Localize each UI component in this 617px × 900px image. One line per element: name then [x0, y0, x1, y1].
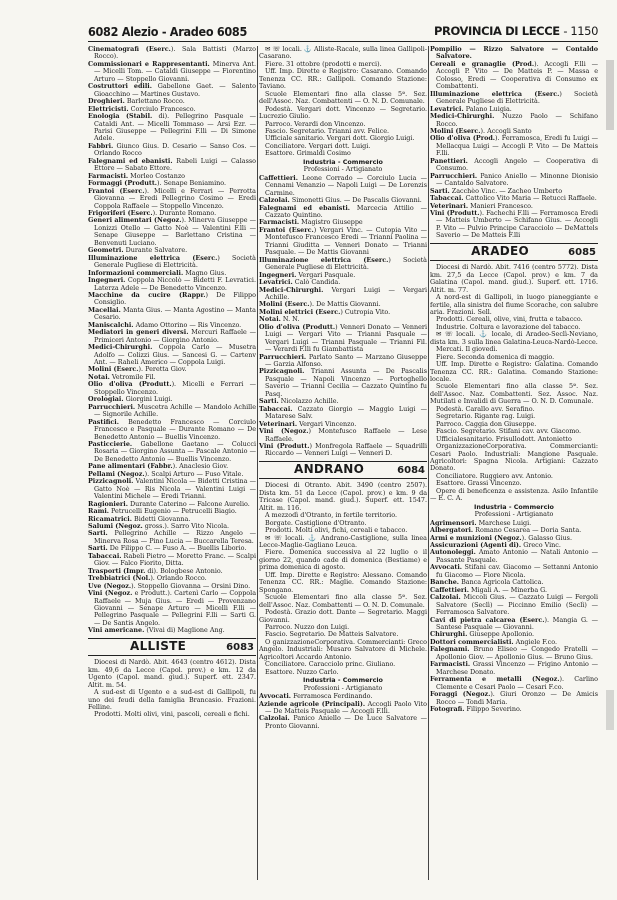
- entry-category: Molini (Eserc.: [430, 126, 481, 135]
- directory-entry: Illuminazione elettrica (Eserc.) Società Generale Pugliese di Elettricità.: [259, 255, 427, 272]
- town-code: 6083: [226, 641, 254, 653]
- directory-entry: Avvocati. Stifani cav. Giacomo — Settanni Antonio fu Giacomo — Fiore Nicola.: [430, 563, 598, 579]
- entry-category: Parrucchieri.: [88, 402, 136, 411]
- entry-category: Pizzicagnoli.: [259, 367, 305, 376]
- entry-category: Pane alimentari (Fabbr.: [88, 462, 173, 471]
- directory-entry: Parrucchieri. Parlato Santo — Marzano Giuseppe — Garzia Alfonso.: [259, 352, 427, 369]
- description-paragraph: Esattore. Grassi Vincenzo.: [436, 479, 522, 488]
- directory-entry: Veterinari. Vergari Vincenzo.: [259, 419, 357, 428]
- description-paragraph: Parroco. Caggia don Giuseppe.: [436, 419, 537, 428]
- directory-entry: Assicurazioni (Agenti di). Greco Vinc.: [430, 541, 561, 549]
- directory-entry: Pane alimentari (Fabbr.). Anaclesio Giov.: [88, 462, 229, 471]
- directory-entry: Medici-Chirurghi. Nuzzo Paolo — Schifano Rocco.: [430, 112, 598, 128]
- directory-entry: Ingegneri. Coppola Niccolò — Bidetti F. Levratici. Laterza Adele — De Benedetto Vincenzo.: [88, 276, 256, 292]
- directory-entry: Macchine da cucire (Rappr.) De Filippo Consiglio.: [88, 290, 256, 307]
- directory-entry: Autonoleggi. Amato Antonio — Natali Antonio — Passante Pasquale.: [430, 548, 598, 564]
- entry-category: Molini elettrici (Eserc.: [259, 307, 341, 316]
- description-paragraph: Segretario. Rigante rag. Luigi.: [436, 412, 536, 421]
- entry-category: Tabaccai.: [88, 551, 122, 560]
- directory-entry: Informazioni commerciali. Magno Gius.: [88, 268, 227, 277]
- entry-category: Formaggi (Produtt.: [88, 179, 158, 188]
- description-paragraph: A mezzodì d'Otranto, in fertile territorio.: [265, 511, 397, 520]
- entry-category: Notai.: [259, 315, 281, 324]
- description-paragraph: Fiere. 31 ottobre (prodotti e merci).: [265, 59, 382, 68]
- directory-entry: Pizzicagnoli. Trianni Assunta — De Pascalis Pasquale — Napoli Vincenzo — Portoghello Saverio — Trianni Cecilia — Cazzato Quintino fu Pasq.: [259, 367, 427, 398]
- directory-entry: Cinematografi (Eserc.). Sala Battisti (Marzo Rocco).: [88, 45, 257, 61]
- entry-category: Levatrici.: [430, 104, 464, 113]
- entry-category: Tabaccai.: [430, 194, 464, 203]
- directory-entry: Trasporti (Impr. di). Bologbese Antonio.: [88, 566, 223, 575]
- directory-entry: Farmacisti. Morleo Costanzo: [88, 171, 186, 180]
- description-paragraph: Borgate. Castiglione d'Otranto.: [265, 518, 367, 527]
- entry-category: Armi e munizioni (Negoz.: [430, 533, 522, 542]
- directory-entry: Tabaccai. Cattolico Vito Maria — Retucci Raffaele.: [430, 194, 597, 203]
- entry-category: Pompilio — Rizzo Salvatore — Contaldo Salvatore.: [430, 45, 598, 61]
- directory-entry: Levatrici. Palano Luigia.: [430, 104, 512, 113]
- description-paragraph: Scuole Elementari fino alla classe 5ª. Sez. dell'Assoc. Naz. Combattenti — O. N. D. Comunale.: [259, 89, 427, 106]
- directory-entry: Pizzicagnoli. Valentini Nicola — Bidetti Cristina — Gatto Noè — Ris Nicola — Valentini Luigi — Valentini Michele — Eredi Trianni.: [88, 477, 256, 501]
- directory-entry: Pastifici. Benedetto Francesco — Corciulo Francesco e Pasquale — Durante Romano — De Benedetto Antonio — Buellis Vincenzo.: [88, 417, 256, 441]
- directory-entry: Albergatori. Romano Cesarea — Doria Santa.: [430, 526, 582, 535]
- entry-category: Medici-Chirurghi.: [430, 112, 495, 121]
- entry-category: Pastifici.: [88, 417, 119, 426]
- description-paragraph: Conciliatore. Ruggiero avv. Antonio.: [436, 471, 553, 480]
- town-name: ANDRANO: [293, 461, 365, 476]
- column-divider: [428, 46, 429, 880]
- description-paragraph: Uff. Imp. Dirette e Registro: Galatina. Comando Tenenza CC. RR.: Galatina. Comando Stazione: locale.: [430, 360, 598, 384]
- entry-category: Droghieri.: [88, 97, 125, 106]
- description-paragraph: Parroco. Nuzzo don Luigi.: [265, 622, 350, 631]
- entry-category: Parrucchieri.: [259, 352, 307, 361]
- directory-entry: Molini (Eserc.). Peretta Giov.: [88, 365, 187, 374]
- directory-entry: Aziende agricole (Principali). Accogli Paolo Vito — De Matteis Pasquale — Accogli F.lli.: [259, 699, 427, 715]
- entry-category: Calzolai.: [259, 714, 290, 723]
- scan-edge-mark: [606, 60, 614, 130]
- entry-category: Fotografi.: [430, 704, 465, 713]
- entry-category: Macchine da cucire (Rappr.: [88, 290, 206, 299]
- entry-category: Illuminazione elettrica (Eserc.: [88, 253, 218, 262]
- description-paragraph: Fiere. Seconda domenica di maggio.: [436, 352, 555, 361]
- description-paragraph: A sud-est di Ugento e a sud-est di Gallipoli, fu uno dei feudi della famiglia Brancasio. Frazioni. Felline.: [88, 688, 256, 711]
- entry-category: Uve (Negoz.: [88, 581, 132, 590]
- description-paragraph: Diocesi di Otranto. Abit. 3490 (centro 2507). Dista km. 51 da Lecce (Capol. prov.) e km. 9 da Tricase (Capol. mand. giud.). Superf. ett. 1547. Altit. m. 116.: [259, 481, 427, 512]
- directory-entry: Olio d'oliva (Prod.). Ferramosca, Eredi fu Luigi — Mellacqua Luigi — Accogli P. Vito — De Matteis F.lli.: [430, 134, 599, 158]
- entry-category: Elettricisti.: [88, 104, 129, 113]
- scan-edge-mark: [606, 690, 614, 730]
- entry-category: Frantoi (Eserc.: [88, 186, 145, 195]
- directory-entry: Vini (Produtt.) Monfregola Raffaele — Squadrilli Riccardo — Venneri Luigi — Venneri D.: [259, 442, 427, 458]
- description-paragraph: Conciliatore. Vergari dott. Luigi.: [265, 141, 371, 150]
- description-paragraph: Podestà. Vergari dott. Vincenzo — Segretario. Lucrezio Giulio.: [259, 104, 427, 121]
- entry-category: Costruttori edili.: [88, 82, 152, 91]
- section-subheading: Professioni - Artigianato: [303, 683, 383, 692]
- column-1: [88, 46, 256, 719]
- entry-category: Falegnami ed ebanisti.: [259, 203, 350, 212]
- entry-category: Enologia (Stabil.: [88, 112, 153, 121]
- description-paragraph: Fiere. Domenica successiva al 22 luglio o il giorno 22, quando cade di domenica (Bestiame) e prima domenica di agosto.: [259, 548, 427, 572]
- directory-entry: Parrucchieri. Panico Aniello — Minonne Dionisio — Cantaldo Salvatore.: [430, 171, 598, 188]
- entry-category: Medici-Chirurghi.: [259, 285, 324, 294]
- directory-entry: Farmacisti. Grassi Vincenzo — Frigino Antonio — Marchese Donato.: [430, 660, 598, 676]
- directory-entry: Tabaccai. Cazzato Giorgio — Maggio Luigi — Matarese Salv.: [259, 404, 427, 421]
- directory-entry: Sarti. Nicolazzo Achille.: [259, 397, 339, 406]
- directory-entry: Commissionari e Rappresentanti. Minerva Ant. — Micelli Tom. — Cataldi Giuseppe — Fiorentino Arturo — Stoppello Giovanni.: [88, 59, 257, 83]
- column-divider: [257, 46, 258, 880]
- entry-category: Frigoriferi (Eserc.: [88, 208, 153, 217]
- directory-entry: Ingegneri. Vergari Pasquale.: [259, 270, 356, 279]
- directory-entry: Fotografi. Filippo Severino.: [430, 704, 522, 713]
- town-name: ARADEO: [471, 243, 530, 258]
- entry-list: [259, 175, 427, 458]
- description-paragraph: Prodotti. Cereali, olive, vini, frutta e tabacco.: [436, 315, 583, 324]
- entry-category: Albergatori.: [430, 526, 474, 535]
- directory-entry: Farmacisti. Magistro Giuseppe: [259, 218, 363, 227]
- directory-entry: Vini (Negoz. e Produtt.). Cartenì Carlo — Coppola Raffaele — Muja Gius. — Eredi — Provenzano Giovanni — Senape Arturo — Micelli F.lli — Pellegrino Pasquale — Pellegrini F.lli — Sarti G. — De Santis Angelo.: [88, 589, 257, 627]
- directory-entry: Generi alimentari (Negoz.). Minerva Giuseppe — Lonizzi Otello — Gatto Noè — Valentini F.lli — Senape Giuseppe — Barlettano Cristina — Benvenuti Luciano.: [88, 216, 257, 247]
- entry-category: Vini americane.: [88, 626, 145, 635]
- description-paragraph: ✉ ☏ locali. ⚓ locale, di Aradeo-Seclì-Neviano, dista km. 3 sulla linea Galatina-Leuca-Nardò-Lecce.: [430, 330, 598, 346]
- directory-entry: Levatrici. Calò Candida.: [259, 278, 341, 287]
- entry-category: Fabbri.: [88, 141, 114, 150]
- town-description: [88, 659, 256, 719]
- entry-category: Vini (Produtt.: [430, 208, 480, 217]
- entry-category: Farmacisti.: [430, 660, 471, 669]
- entry-category: Illuminazione elettrica (Eserc.: [430, 89, 560, 98]
- section-heading: Industria - Commercio: [303, 157, 383, 166]
- description-paragraph: Scuole Elementari fino alla classe 5ª. Sez. dell'Assoc. Naz. Combattenti — O. N. D. Comunale.: [259, 593, 427, 609]
- entry-category: Pasticcierie.: [88, 440, 133, 449]
- header-province: PROVINCIA DI LECCE: [433, 24, 560, 38]
- entry-category: Sarti.: [259, 397, 279, 406]
- directory-entry: Armi e munizioni (Negoz.). Galasso Gius.: [430, 533, 572, 542]
- description-paragraph: Fascio. Segretario. De Matteis Salvatore.: [265, 630, 399, 639]
- entry-category: Ingegneri.: [88, 276, 126, 285]
- directory-entry: Frantoi (Eserc.) Vergari Vinc. — Cutopia Vito — Montefusco Francesco Eredi — Trianni Paolina — Trianni Giuditta — Venneri Donato — Trianni Pasquale. — De Mattis Giovanni: [259, 225, 427, 257]
- entry-category: Orologiai.: [88, 395, 124, 404]
- entry-category: Caffettieri.: [430, 585, 469, 594]
- column-2: [259, 46, 427, 730]
- directory-entry: Costruttori edili. Gabellone Gaet. — Salento Gioacchino — Martines Gustavo.: [88, 82, 257, 98]
- entry-category: Avvocati.: [259, 692, 292, 701]
- directory-entry: Sarti. Zacchèo Vinc. — Zacheo Umberto: [430, 186, 563, 195]
- town-info: [259, 46, 427, 158]
- description-paragraph: Scuole Elementari fino alla classe 5ª. Sez. dell'Assoc. Naz. Combattenti. Sez. Assoc. Naz. Mutilati e Invalidi di Guerra — O. N. D. Comunale.: [430, 382, 598, 406]
- entry-category: Farmacisti.: [88, 171, 129, 180]
- description-paragraph: Fascio. Segretario. Stifani cav. avv. Giacomo.: [436, 427, 582, 436]
- town-name: ALLISTE: [129, 638, 187, 653]
- entry-category: Avvocati.: [430, 563, 463, 572]
- entry-category: Sarti.: [88, 544, 108, 553]
- entry-category: Maniscalchi.: [88, 320, 134, 329]
- entry-list: [259, 693, 427, 730]
- entry-category: Calzolai.: [259, 196, 290, 205]
- directory-entry: Macellai. Manta Gius. — Manta Agostino — Manta Cesario.: [88, 305, 256, 322]
- directory-entry: Salumi (Negoz. gross.). Sarro Vito Nicola.: [88, 522, 230, 530]
- directory-entry: Calzolai. Miccoli Gius. — Cazzato Luigi — Fergoli Salvatore (Seclì) — Piccinno Emilio (Seclì) — Ferramosca Salvatore.: [430, 593, 598, 617]
- entry-category: Panettieri.: [430, 156, 468, 165]
- directory-entry: Molini elettrici (Eserc.) Cutropia Vito.: [259, 307, 391, 316]
- description-paragraph: Esattore. Grimaldi Cosimo: [265, 149, 351, 158]
- directory-entry: Falegnami. Bruno Eliseo — Congedo Fratelli — Apollonio Giov. — Apollonio Gius. — Bruno Gius.: [430, 645, 598, 661]
- entry-category: Vini (Negoz.: [259, 427, 309, 436]
- directory-entry: Olio d'oliva (Produtt.). Micelli e Ferrari — Stoppello Vincenzo.: [88, 380, 256, 396]
- description-paragraph: Conciliatore. Caracciolo princ. Giuliano.: [265, 660, 396, 669]
- entry-category: Frantoi (Eserc.: [259, 225, 314, 234]
- entry-category: Agrimensori.: [430, 518, 477, 527]
- entry-category: Assicurazioni (Agenti di).: [430, 541, 522, 549]
- entry-category: Illuminazione elettrica (Eserc.: [259, 255, 389, 264]
- entry-category: Banche.: [430, 578, 460, 587]
- town-code: 6084: [397, 464, 425, 476]
- entry-category: Vini (Negoz.: [88, 589, 133, 598]
- directory-entry: Vini americane. (Vivai di) Maglione Ang.: [88, 626, 225, 635]
- description-paragraph: Uff. Imp. Dirette e Registro: Alessano. Comando Tenenza CC. RR.: Maglie. Comando Stazione: Spongano.: [259, 570, 427, 594]
- entry-category: Pizzicagnoli.: [88, 477, 134, 486]
- description-paragraph: Diocesi di Nardò. Abit. 7416 (centro 5772). Dista km. 27,5 da Lecce (Capol. prov.) e km. 7 da Galatina (Capol. mand. giud.). Superf. ett. 1716. Altit. m. 77.: [430, 263, 598, 294]
- entry-category: Veterinari.: [430, 201, 469, 210]
- entry-category: Cinematografi (Eserc.: [88, 45, 171, 53]
- description-paragraph: Parroco. Verardi don Vincenzo.: [265, 119, 366, 128]
- description-paragraph: Prodotti. Molti olivi, fichi, cereali e tabacco.: [265, 526, 408, 535]
- directory-entry: Falegnami ed ebanisti. Rabeli Luigi — Calasso Ettore — Sabato Ettore.: [88, 156, 257, 173]
- description-paragraph: Prodotti. Molti olivi, vini, pascoli, cereali e fichi.: [94, 710, 250, 719]
- entry-category: Dottori commercialisti.: [430, 637, 514, 646]
- description-paragraph: Uff. Imp. Dirette e Registro: Casarano. Comando Tenenza CC. RR.: Gallipoli. Comando Stazione: Taviano.: [259, 67, 427, 91]
- directory-entry: Avvocati. Ferramosca Ferdinando.: [259, 692, 373, 701]
- entry-category: Notai.: [88, 372, 110, 381]
- directory-entry: Elettricisti. Corciulo Francesco.: [88, 104, 196, 113]
- description-paragraph: ✉ ☏ locali. ⚓ Andrano-Castiglione, sulla linea Lecce-Maglie-Gagliano Leuca.: [259, 533, 427, 549]
- entry-category: Macellai.: [88, 305, 121, 314]
- entry-category: Levatrici.: [259, 278, 293, 287]
- entry-category: Farmacisti.: [259, 218, 300, 227]
- entry-category: Olio d'oliva (Produtt.: [88, 380, 172, 389]
- town-description: [430, 264, 598, 503]
- directory-entry: Mediatori in generi diversi. Mercuri Raffaele — Primiceri Antonio — Giorgino Antonio.: [88, 328, 256, 344]
- header-left: 6082 Alezio - Aradeo 6085: [88, 24, 247, 39]
- directory-entry: Frigoriferi (Eserc.). Durante Romano.: [88, 208, 217, 217]
- entry-category: Vini (Produtt.: [259, 442, 310, 451]
- directory-entry: Illuminazione elettrica (Eserc.) Società Generale Pugliese di Elettricità.: [88, 253, 256, 270]
- town-header-aradeo: [430, 243, 598, 261]
- entry-category: Cereali e granaglie (Prod.: [430, 59, 535, 68]
- directory-entry: Fabbri. Giunco Gius. D. Cesario — Sanso Cos. — Orlando Rocco: [88, 141, 256, 158]
- entry-category: Informazioni commerciali.: [88, 268, 184, 277]
- directory-entry: Panettieri. Accogli Angelo — Cooperativa di Consumo.: [430, 156, 598, 173]
- directory-entry: Notai. Vetromile Fil.: [88, 372, 156, 381]
- entry-category: Sarti.: [88, 529, 108, 538]
- description-paragraph: Fascio. Segretario. Trianni avv. Felice.: [265, 126, 390, 135]
- entry-category: Tabaccai.: [259, 404, 293, 413]
- entry-category: Ingegneri.: [259, 270, 297, 279]
- directory-entry: Olio d'oliva (Produtt.) Venneri Donato — Venneri Luigi — Vergari Vito — Trianni Pasquale — Vergari Luigi — Trianni Pasquale — Trianni Fil. — Verardi F.lli fu Giambattista: [259, 322, 428, 354]
- description-paragraph: Opere di beneficenza e assistenza. Asilo Infantile — E. C. A.: [430, 486, 598, 503]
- directory-entry: [430, 46, 598, 61]
- entry-category: Geometri.: [88, 246, 124, 255]
- description-paragraph: A nord-est di Gallipoli, in luogo pianeggiante e fertile, alla sinistra del fiume Scorache, con salubre aria. Frazioni. Sell.: [430, 293, 598, 316]
- entry-category: Rami.: [88, 507, 110, 516]
- entry-category: Generi alimentari (Negoz.: [88, 216, 182, 225]
- directory-entry: Molini (Eserc.). Accogli Santo: [430, 126, 532, 135]
- directory-entry: Banche. Banca Agricola Cattolica.: [430, 578, 544, 587]
- entry-category: Mediatori in generi diversi.: [88, 328, 189, 337]
- entry-category: Ragionieri.: [88, 499, 128, 508]
- column-3: [430, 46, 598, 713]
- entry-category: Cavi di pietra calcarea (Eserc.: [430, 615, 545, 624]
- directory-entry: Vini (Negoz.) Montefusco Raffaele — Lese Raffaele.: [259, 427, 427, 443]
- entry-list: [430, 46, 598, 240]
- directory-entry: Ferramenta e metalli (Negoz.). Carlino Clemente e Cesari Paolo — Cesari F.co.: [430, 675, 598, 691]
- town-header-alliste: [88, 638, 256, 656]
- directory-entry: Formaggi (Produtt.). Senape Beniamino.: [88, 179, 226, 188]
- entry-category: Sarti.: [430, 186, 450, 195]
- description-paragraph: O ganizzazioneCorporativa. Commercianti: Greco Angelo. Industriali: Musaro Salvatore di Michele. Agricoltori Accardo Antonio.: [259, 637, 427, 661]
- entry-category: Ferramenta e metalli (Negoz.: [430, 675, 560, 684]
- description-paragraph: OrganizzazioneCorporativa. Commercianti: Cesari Paolo. Industriali: Mangione Pasquale. Agricoltori: Spagna Nicola. Artigiani: Cazzato Donato.: [430, 442, 598, 473]
- entry-category: Falegnami ed ebanisti.: [88, 156, 173, 165]
- directory-entry: Pasticcierie. Gabellone Gaetano — Colucci Rosaria — Giorgino Assunta — Pascale Antonio — De Benedetto Antonio — Buellis Vincenzo.: [88, 440, 256, 463]
- entry-category: Olio d'oliva (Prod.: [430, 134, 496, 143]
- directory-entry: Calzolai. Simonetti Gius. — De Pascalis Giovanni.: [259, 196, 422, 205]
- entry-category: Pellami (Negoz.: [88, 469, 145, 478]
- description-paragraph: ✉ ☏ locali. ⚓ Alliste-Racale, sulla linea Gallipoli-Casarano.: [259, 45, 427, 61]
- directory-entry: Agrimensori. Marchese Luigi.: [430, 518, 532, 527]
- entry-category: Falegnami.: [430, 645, 470, 654]
- entry-category: Calzolai.: [430, 593, 461, 602]
- description-paragraph: Podestà. Carallo avv. Serafino.: [436, 404, 535, 413]
- section-subheading: Professioni - Artigianato: [474, 510, 554, 519]
- entry-category: Ricamatrici.: [88, 514, 132, 523]
- entry-list: [88, 46, 256, 635]
- entry-list: [430, 520, 598, 714]
- directory-entry: Trebbiatrici (Nol.). Orlando Rocco.: [88, 574, 207, 583]
- directory-entry: Pellami (Negoz.). Scalpi Arturo — Fuso Vitale.: [88, 469, 244, 478]
- directory-entry: Caffettieri. Leone Corrado — Corciulo Lucia — Cennami Venanzio — Napoli Luigi — De Lorenzis Carmine.: [259, 173, 427, 197]
- section-subheading: Professioni - Artigianato: [303, 165, 383, 174]
- directory-entry: Dottori commercialisti. Angiele F.co.: [430, 637, 557, 646]
- directory-entry: Parrucchieri. Muscetra Achille — Mandolo Achille — Signorile Achille.: [88, 402, 256, 419]
- section-heading: Industria - Commercio: [303, 676, 383, 685]
- directory-entry: Tabaccai. Rabeli Pietro — Moretto Franc. — Scalpi Giov. — Falco Fiorito, Ditta.: [88, 551, 256, 568]
- page-header: [88, 22, 598, 42]
- entry-category: Foraggi (Negoz.: [430, 690, 491, 699]
- entry-category: Veterinari.: [259, 419, 298, 428]
- directory-entry: Chirurghi. Giuseppe Apollonio.: [430, 630, 535, 639]
- town-code: 6085: [568, 246, 596, 258]
- section-heading: Industria - Commercio: [474, 502, 554, 511]
- directory-entry: Frantoi (Eserc.). Micelli e Ferrari — Perrotta Giovanna — Eredi Pellegrino Cosimo — Eredi Coppola Raffaele — Stoppello Vincenzo.: [88, 186, 256, 210]
- town-description: [259, 482, 427, 676]
- directory-entry: Cavi di pietra calcarea (Eserc.). Mangia G. — Santese Pasquale — Giovanni.: [430, 615, 598, 631]
- entry-category: Commissionari e Rappresentanti.: [88, 59, 210, 68]
- description-paragraph: Diocesi di Nardò. Abit. 4643 (centro 4612). Dista km. 49,6 da Lecce (Capol. prov.) e km. 12 da Ugento (Capol. mand. giud.). Superf. ett. 2347. Altit. m. 54.: [88, 658, 256, 689]
- directory-entry: Medici-Chirurghi. Vergari Luigi — Vergari Achille.: [259, 285, 427, 301]
- entry-category: Trasporti (Impr.: [88, 566, 146, 575]
- description-paragraph: Podestà. Grazio dott. Dante — Segretario. Maggi Giovanni.: [259, 608, 427, 624]
- directory-entry: Enologia (Stabil. di). Pellegrino Pasquale — Cataldi Ant. — Micelli Tommaso — Arsi Ezr. — Parisi Giuseppe — Pellegrini F.lli — Di Simone Adele.: [88, 112, 257, 143]
- town-header-andrano: [259, 461, 427, 479]
- entry-category: Autonoleggi.: [430, 548, 476, 557]
- directory-entry: Foraggi (Negoz.). Giuri Oronzo — De Amicis Rocco — Tondi Maria.: [430, 690, 598, 706]
- directory-entry: Illuminazione elettrica (Eserc.) Società Generale Pugliese di Elettricità.: [430, 89, 598, 106]
- description-paragraph: Mercati. Il giovedì.: [436, 345, 498, 354]
- directory-entry: Droghieri. Barlettano Rocco.: [88, 97, 185, 106]
- directory-entry: Medici-Chirurghi. Coppola Carlo — Musetra Adolfo — Colizzi Gius. — Sancesi G. — Cartenv Ant. — Raheli Americo — Coppola Luigi.: [88, 343, 256, 367]
- entry-category: Aziende agricole (Principali).: [259, 699, 366, 708]
- directory-entry: Caffettieri. Migali A. — Minerba G.: [430, 585, 548, 594]
- entry-category: Molini (Eserc.: [259, 300, 310, 309]
- directory-entry: Notai. N. N.: [259, 315, 300, 324]
- entry-category: Olio d'oliva (Produtt.: [259, 322, 336, 331]
- directory-entry: Maniscalchi. Adamo Ottorino — Ris Vincenzo.: [88, 320, 242, 329]
- directory-entry: Ricamatrici. Bidetti Giovanna.: [88, 514, 191, 523]
- entry-category: Caffettieri.: [259, 173, 298, 182]
- description-paragraph: Industrie. Coltura e lavorazione del tabacco.: [436, 322, 581, 331]
- entry-category: Chirurghi.: [430, 630, 468, 639]
- description-paragraph: Esattore. Nuzzo Carlo.: [265, 667, 339, 676]
- directory-entry: Rami. Petrucelli Eugenio — Petrucelli Biagio.: [88, 507, 237, 516]
- description-paragraph: Ufficiale sanitario. Vergari dott. Giorgio Luigi.: [265, 134, 415, 143]
- entry-category: Parrucchieri.: [430, 171, 478, 180]
- directory-entry: Geometri. Durante Salvatore.: [88, 246, 188, 255]
- header-page-number: - 1150: [563, 24, 598, 38]
- entry-category: Salumi (Negoz.: [88, 522, 143, 530]
- entry-category: Molini (Eserc.: [88, 365, 139, 374]
- description-paragraph: Ufficialesanitario. Frisullodott. Antonietto: [436, 434, 572, 443]
- directory-entry: Uve (Negoz.). Stoppello Giovanna — Orsini Dino.: [88, 581, 251, 590]
- directory-entry: Sarti. De Filippo C. — Fuso A. — Buellis Liborio.: [88, 544, 247, 553]
- directory-entry: Orologiai. Giorgini Luigi.: [88, 395, 173, 404]
- directory-entry: Calzolai. Panico Aniello — De Luce Salvatore — Pronto Giovanni.: [259, 714, 427, 730]
- directory-entry: Vini (Produtt.). Fachechi F.lli — Ferramosca Eredi — Matteis Umberto — Schifano Gius. — Accogli P. Vito — Pulvio Principe Caracciolo — DeMattels Saverio — De Matteis F.lli: [430, 208, 598, 240]
- directory-entry: Cereali e granaglie (Prod.). Accogli F.lli — Accogli P. Vito — De Matteis P. — Massa e Colosso, Eredi — Cooperativa di Consumo ex Combattenti.: [430, 59, 598, 91]
- directory-entry: Sarti. Pellegrino Achille — Rizzo Angelo — Minerva Rosa — Pino Lucia — Buccarella Teresa.: [88, 529, 256, 545]
- entry-category: Trebbiatrici (Nol.: [88, 574, 151, 583]
- directory-entry: Falegnami ed ebanisti. Marcecia Attilio — Cazzato Quintino.: [259, 203, 427, 219]
- directory-entry: Ragionieri. Durante Caterino — Falcone Aurelio.: [88, 499, 250, 508]
- header-right: [434, 24, 598, 38]
- entry-category: Medici-Chirurghi.: [88, 343, 153, 352]
- directory-entry: Veterinari. Manieri Francesco.: [430, 201, 533, 210]
- directory-entry: Molini (Eserc.). De Mattis Giovanni.: [259, 300, 381, 309]
